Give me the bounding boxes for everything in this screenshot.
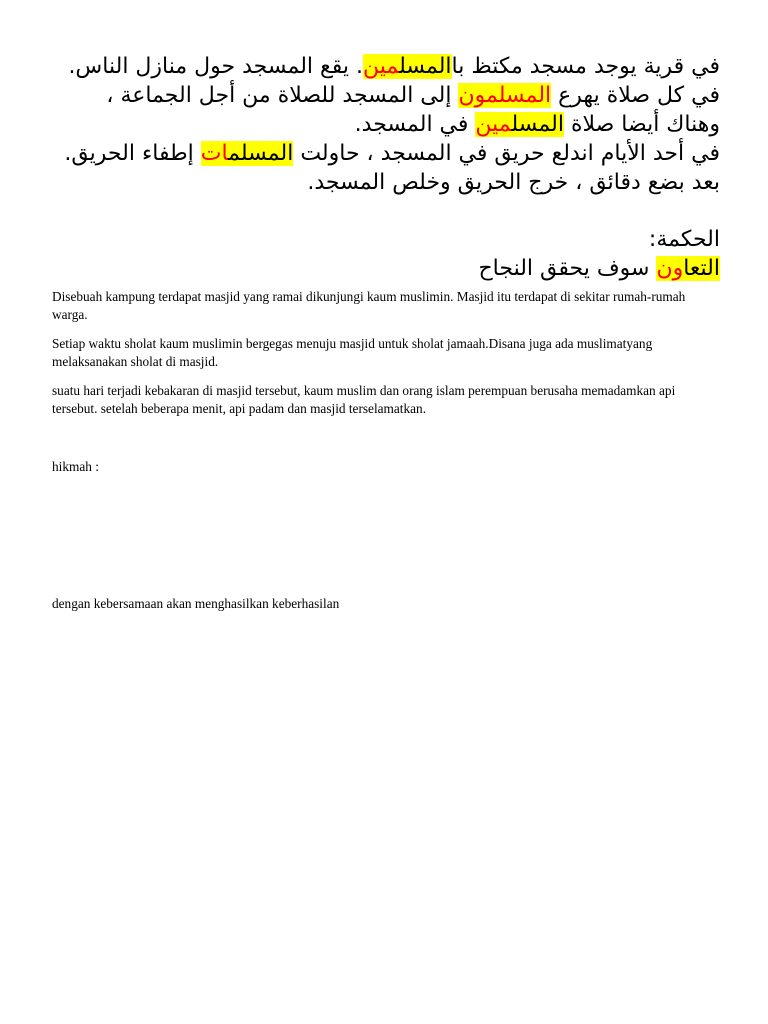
arabic-paragraph-3 (60, 139, 720, 197)
arabic-paragraph-2 (60, 81, 720, 139)
highlight-part: المسلم (486, 83, 552, 108)
highlight-red-part: ون (458, 83, 486, 108)
highlight-red-part: مين (362, 54, 400, 79)
highlight-part: المسل (511, 112, 564, 137)
arabic-story (60, 52, 720, 283)
highlight-red-part: مين (475, 112, 512, 137)
arabic-p2-before: في كل صلاة يهرع (551, 83, 720, 108)
highlight-red-part: ون (656, 256, 684, 281)
highlight-part: المسل (399, 54, 452, 79)
arabic-p3-after: إطفاء الحريق. بعد بضع دقائق ، خرج الحريق وخلص المسجد. (64, 141, 720, 195)
indonesian-paragraph-3: suatu hari terjadi kebakaran di masjid tersebut, kaum muslim dan orang islam perempuan berusaha memadamkan api tersebut. setelah beberapa menit, api padam dan masjid terselamatkan. (52, 383, 676, 416)
arabic-p2-after: إلى المسجد للصلاة من أجل الجماعة ، وهناك أيضا صلاة (106, 83, 720, 137)
arabic-hikmah (60, 254, 720, 283)
highlighted-word (363, 54, 452, 79)
indonesian-hikmah-label: hikmah : (52, 459, 99, 474)
highlighted-word (656, 256, 720, 281)
indonesian-paragraph-2: Setiap waktu sholat kaum muslimin bergegas menuju masjid untuk sholat jamaah.Disana juga ada muslimatyang melaksanakan sholat di masjid. (52, 336, 653, 369)
arabic-p2b-after: في المسجد. (354, 112, 476, 137)
arabic-p3-before: في أحد الأيام اندلع حريق في المسجد ، حاولت (293, 141, 720, 166)
highlighted-word (475, 112, 564, 137)
arabic-hikmah-after: سوف يحقق النجاح (478, 256, 657, 281)
highlight-part: المسلم (228, 141, 294, 166)
highlighted-word (201, 141, 294, 166)
indonesian-conclusion: dengan kebersamaan akan menghasilkan keberhasilan (52, 596, 340, 611)
highlighted-word (458, 83, 551, 108)
arabic-p1-before: في قرية يوجد مسجد مكتظ با (451, 54, 720, 79)
highlight-part: التعا (683, 256, 720, 281)
arabic-p1-after: . يقع المسجد حول منازل الناس. (68, 54, 363, 79)
spacer (60, 197, 720, 225)
indonesian-paragraph-1: Disebuah kampung terdapat masjid yang ramai dikunjungi kaum muslimin. Masjid itu terdapat di sekitar rumah-rumah warga. (52, 289, 686, 322)
arabic-paragraph-1 (60, 52, 720, 81)
arabic-hikmah-label: الحكمة: (648, 227, 720, 252)
indonesian-story (52, 288, 718, 429)
highlight-red-part: ات (200, 141, 229, 166)
